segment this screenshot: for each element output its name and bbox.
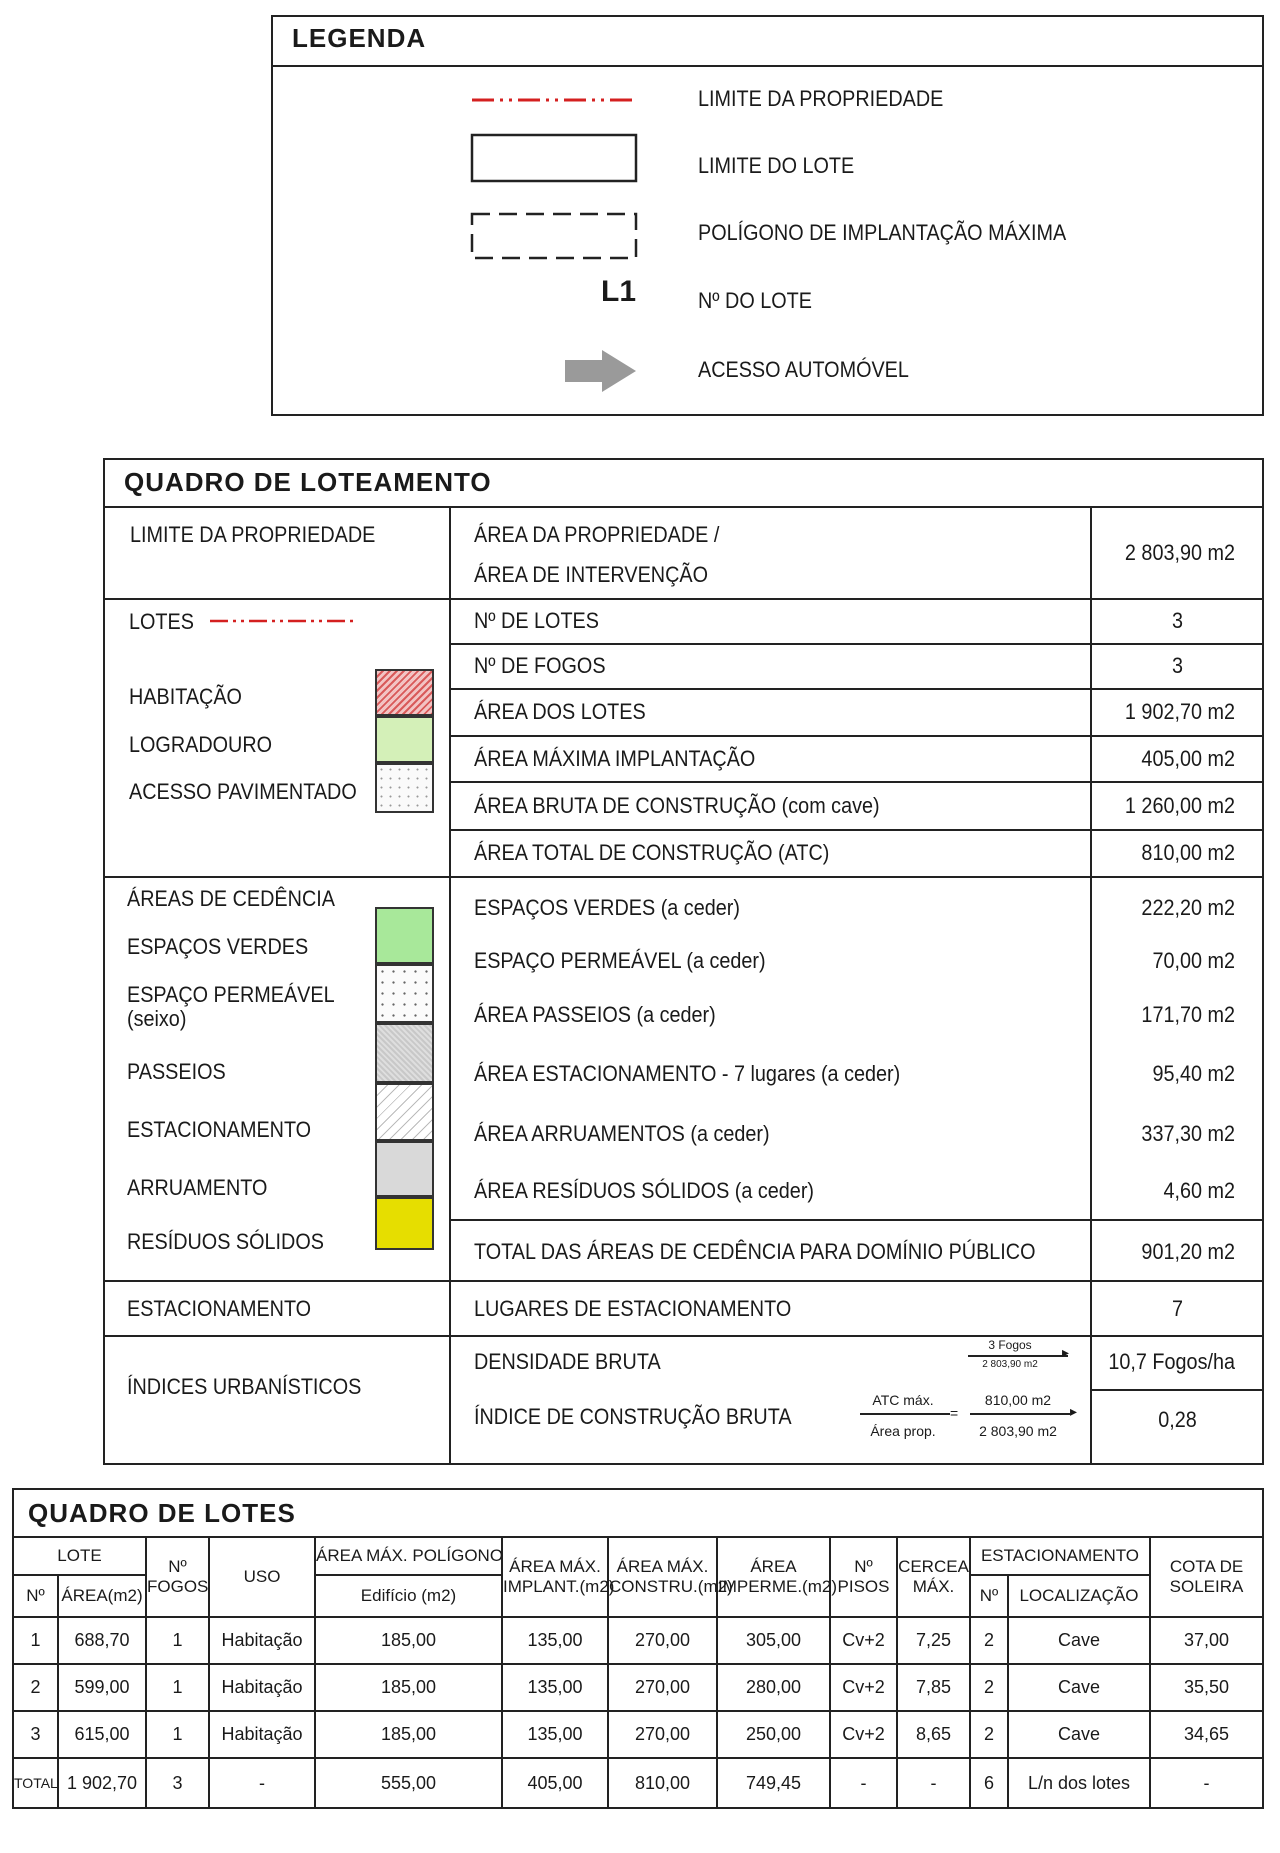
cell-cota: 37,00 [1150,1617,1263,1664]
cell-fogos: 1 [146,1664,209,1711]
cell-fogos: 3 [146,1758,209,1808]
divider [450,1219,1264,1221]
cell-cercea: 8,65 [897,1711,970,1758]
row-value: 810,00 m2 [1141,840,1235,865]
cell-implant: 405,00 [502,1758,608,1808]
cell-imperme: 280,00 [717,1664,830,1711]
cell-constru: 270,00 [608,1617,717,1664]
density-arrow-icon: ▸ [1062,1344,1070,1360]
cell-area: 688,70 [58,1617,146,1664]
row-label: ESPAÇOS VERDES (a ceder) [474,895,740,920]
lot-limit-symbol [472,135,636,181]
row-label: ÁREA ESTACIONAMENTO - 7 lugares (a ceder) [474,1061,901,1086]
cell-pisos: Cv+2 [830,1711,897,1758]
row-value: 222,20 m2 [1141,895,1235,920]
cell-estac-localizacao: Cave [1008,1617,1150,1664]
header-estacionamento: ESTACIONAMENTO [970,1537,1150,1575]
row-label: TOTAL DAS ÁREAS DE CEDÊNCIA PARA DOMÍNIO PÚBLICO [474,1239,1036,1264]
cell-imperme: 305,00 [717,1617,830,1664]
arruamento-swatch [375,1141,434,1197]
row-label: ÁREA DA PROPRIEDADE / [474,522,720,547]
row-label: ÁREA DE INTERVENÇÃO [474,562,708,587]
header-imperme: ÁREA IMPERME.(m2) [717,1537,830,1617]
quadro-lotes-title: QUADRO DE LOTES [13,1489,1263,1537]
divider [1091,1389,1264,1391]
row-label: Nº DE LOTES [474,608,599,633]
cell-fogos: 1 [146,1711,209,1758]
cell-uso: Habitação [209,1711,315,1758]
seixo-label: (seixo) [127,1006,187,1031]
quadro-lotes-table [12,1488,1264,1809]
cell-n: 1 [13,1617,58,1664]
row-value: 7 [1171,1296,1184,1321]
cell-estac-n: 2 [970,1711,1008,1758]
cell-estac-localizacao: L/n dos lotes [1008,1758,1150,1808]
areas-cedencia-label: ÁREAS DE CEDÊNCIA [127,886,335,911]
legend-item-label: POLÍGONO DE IMPLANTAÇÃO MÁXIMA [698,220,1067,245]
header-n: Nº [13,1575,58,1617]
row-value: 4,60 m2 [1163,1178,1235,1203]
index-arrow-icon: ▸ [1070,1403,1078,1419]
header-poligono: ÁREA MÁX. POLÍGONO [315,1537,502,1575]
cell-poligono: 185,00 [315,1617,502,1664]
row-value: 2 803,90 m2 [1124,540,1235,565]
habitacao-label: HABITAÇÃO [129,684,242,709]
row-label: ÁREA MÁXIMA IMPLANTAÇÃO [474,746,756,771]
indices-urbanisticos-label: ÍNDICES URBANÍSTICOS [127,1374,362,1399]
cell-uso: - [209,1758,315,1808]
lotes-label: LOTES [129,609,194,634]
quadro-loteamento-title: QUADRO DE LOTEAMENTO [124,467,492,497]
cell-constru: 270,00 [608,1664,717,1711]
cell-area: 1 902,70 [58,1758,146,1808]
legend-item-label: LIMITE DA PROPRIEDADE [698,86,944,111]
legend-item-label: ACESSO AUTOMÓVEL [698,357,909,382]
row-label: ÁREA ARRUAMENTOS (a ceder) [474,1121,770,1146]
density-fraction-top: 3 Fogos [988,1338,1032,1352]
cell-n: TOTAL [13,1758,58,1808]
density-fraction-bottom: 2 803,90 m2 [982,1359,1038,1370]
cell-poligono: 555,00 [315,1758,502,1808]
car-access-arrow-icon [565,350,636,392]
row-value: 901,20 m2 [1141,1239,1235,1264]
cell-cercea: - [897,1758,970,1808]
row-value: 3 [1171,653,1184,678]
row-label: ÁREA RESÍDUOS SÓLIDOS (a ceder) [474,1178,815,1203]
index-equals-sign: = [950,1405,959,1421]
header-constru: ÁREA MÁX. CONSTRU.(m2) [608,1537,717,1617]
estacionamento-swatch [375,1083,434,1141]
cell-n: 3 [13,1711,58,1758]
cell-implant: 135,00 [502,1711,608,1758]
density-fraction-bar [968,1355,1068,1357]
estacionamento-label: ESTACIONAMENTO [127,1117,312,1142]
cell-cota: - [1150,1758,1263,1808]
header-pisos: Nº PISOS [830,1537,897,1617]
cell-n: 2 [13,1664,58,1711]
cell-area: 599,00 [58,1664,146,1711]
divider [450,643,1264,645]
legend-item-label: Nº DO LOTE [698,288,812,313]
passeios-label: PASSEIOS [127,1059,226,1084]
row-label: ÁREA PASSEIOS (a ceder) [474,1002,716,1027]
row-label: ÁREA TOTAL DE CONSTRUÇÃO (ATC) [474,840,830,865]
lotes-dash-symbol [208,611,358,631]
header-area: ÁREA(m2) [58,1575,146,1617]
cell-constru: 810,00 [608,1758,717,1808]
cell-implant: 135,00 [502,1617,608,1664]
row-value: 1 902,70 m2 [1124,699,1235,724]
cell-cota: 34,65 [1150,1711,1263,1758]
cell-estac-n: 2 [970,1617,1008,1664]
header-edificio: Edifício (m2) [315,1575,502,1617]
cell-constru: 270,00 [608,1711,717,1758]
cell-area: 615,00 [58,1711,146,1758]
residuos-solidos-swatch [375,1197,434,1250]
row-label: DENSIDADE BRUTA [474,1349,661,1374]
legend-symbols [460,80,660,400]
espacos-verdes-label: ESPAÇOS VERDES [127,934,309,959]
row-label: ESPAÇO PERMEÁVEL (a ceder) [474,948,766,973]
legend-title: LEGENDA [292,23,427,53]
divider [449,506,451,1465]
acesso-pavimentado-label: ACESSO PAVIMENTADO [129,779,357,804]
residuos-solidos-label: RESÍDUOS SÓLIDOS [127,1229,324,1254]
header-implant: ÁREA MÁX. IMPLANT.(m2) [502,1537,608,1617]
cell-estac-localizacao: Cave [1008,1664,1150,1711]
cell-uso: Habitação [209,1664,315,1711]
divider [450,688,1264,690]
divider [450,781,1264,783]
row-label: ÍNDICE DE CONSTRUÇÃO BRUTA [474,1404,792,1429]
cell-poligono: 185,00 [315,1664,502,1711]
row-value: 1 260,00 m2 [1124,793,1235,818]
index-fraction2-bar [970,1413,1070,1415]
cell-cercea: 7,25 [897,1617,970,1664]
index-fraction1-bar [860,1413,950,1415]
cell-imperme: 749,45 [717,1758,830,1808]
row-value: 405,00 m2 [1141,746,1235,771]
estacionamento-row-label: ESTACIONAMENTO [127,1296,312,1321]
row-value: 70,00 m2 [1152,948,1235,973]
implantation-polygon-symbol [472,214,636,258]
header-n-fogos: Nº FOGOS [146,1537,209,1617]
cell-estac-n: 2 [970,1664,1008,1711]
habitacao-swatch [375,669,434,716]
cell-pisos: Cv+2 [830,1664,897,1711]
table-row [13,1664,1263,1711]
espaco-permeavel-swatch [375,964,434,1023]
header-estac-n: Nº [970,1575,1008,1617]
row-value: 171,70 m2 [1141,1002,1235,1027]
cell-estac-n: 6 [970,1758,1008,1808]
passeios-swatch [375,1023,434,1083]
row-value: 0,28 [1158,1407,1197,1432]
cell-uso: Habitação [209,1617,315,1664]
header-estac-localizacao: LOCALIZAÇÃO [1008,1575,1150,1617]
arruamento-label: ARRUAMENTO [127,1175,268,1200]
divider [1090,506,1092,1465]
logradouro-label: LOGRADOURO [129,732,273,757]
header-uso: USO [209,1537,315,1617]
logradouro-swatch [375,716,434,763]
cell-pisos: - [830,1758,897,1808]
legend-item-label: LIMITE DO LOTE [698,153,855,178]
cell-fogos: 1 [146,1617,209,1664]
header-cercea: CERCEA MÁX. [897,1537,970,1617]
index-fraction1-bottom: Área prop. [870,1423,936,1439]
limite-propriedade-label: LIMITE DA PROPRIEDADE [130,522,376,547]
legend-box [271,15,1264,416]
divider [450,829,1264,831]
index-fraction2-bottom: 2 803,90 m2 [979,1423,1057,1439]
cell-pisos: Cv+2 [830,1617,897,1664]
row-value: 3 [1171,608,1184,633]
espacos-verdes-swatch [375,907,434,964]
row-label: Nº DE FOGOS [474,653,606,678]
row-label: ÁREA DOS LOTES [474,699,646,724]
cell-poligono: 185,00 [315,1711,502,1758]
legend-title-divider [271,65,1264,67]
cell-cota: 35,50 [1150,1664,1263,1711]
espaco-permeavel-label: ESPAÇO PERMEÁVEL [127,982,335,1007]
table-row [13,1758,1263,1808]
header-cota: COTA DE SOLEIRA [1150,1537,1263,1617]
divider [450,735,1264,737]
index-fraction1-top: ATC máx. [872,1392,934,1408]
cell-estac-localizacao: Cave [1008,1711,1150,1758]
cell-imperme: 250,00 [717,1711,830,1758]
cell-implant: 135,00 [502,1664,608,1711]
acesso-pavimentado-swatch [375,763,434,813]
row-label: LUGARES DE ESTACIONAMENTO [474,1296,792,1321]
table-row [13,1617,1263,1664]
table-row [13,1711,1263,1758]
row-label: ÁREA BRUTA DE CONSTRUÇÃO (com cave) [474,793,880,818]
cell-cercea: 7,85 [897,1664,970,1711]
row-value: 10,7 Fogos/ha [1108,1349,1235,1374]
row-value: 95,40 m2 [1152,1061,1235,1086]
row-value: 337,30 m2 [1141,1121,1235,1146]
lot-number-symbol: L1 [601,275,637,308]
header-lote: LOTE [13,1537,146,1575]
index-fraction2-top: 810,00 m2 [984,1392,1052,1408]
